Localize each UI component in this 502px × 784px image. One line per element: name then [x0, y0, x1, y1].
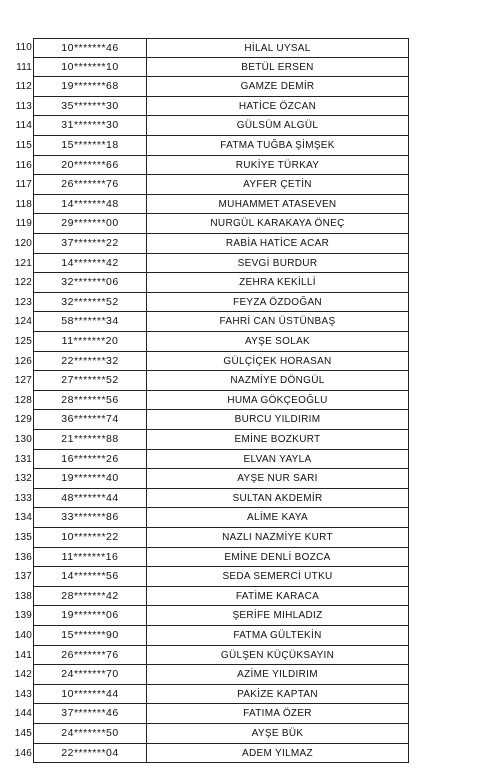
masked-id-cell: 32*******06: [33, 273, 146, 293]
row-number: 125: [14, 336, 32, 347]
table-row: [0, 528, 502, 548]
row-number: 145: [14, 728, 32, 739]
masked-id-cell: 27*******52: [33, 371, 146, 391]
full-name-cell: FEYZA ÖZDOĞAN: [146, 293, 409, 313]
table-row: [0, 38, 502, 58]
masked-id-cell: 19*******06: [33, 606, 146, 626]
table-row: [0, 508, 502, 528]
table-row: [0, 195, 502, 215]
row-number: 134: [14, 512, 32, 524]
masked-id-cell: 31*******30: [33, 116, 146, 136]
row-number: 132: [14, 473, 32, 485]
full-name-cell: EMİNE DENLİ BOZCA: [146, 548, 409, 568]
row-number: 120: [14, 238, 32, 249]
masked-id-cell: 15*******18: [33, 136, 146, 156]
full-name-cell: NURGÜL KARAKAYA ÖNEÇ: [146, 214, 409, 234]
masked-id-cell: 26*******76: [33, 646, 146, 666]
table-row: [0, 646, 502, 666]
full-name-cell: EMİNE BOZKURT: [146, 430, 409, 450]
table-row: [0, 704, 502, 724]
table-row: [0, 234, 502, 254]
table-row: [0, 136, 502, 156]
masked-id-cell: 33*******86: [33, 508, 146, 528]
full-name-cell: GÜLÇİÇEK HORASAN: [146, 352, 409, 372]
row-number: 140: [14, 630, 32, 641]
row-number: 124: [14, 316, 32, 328]
masked-id-cell: 28*******56: [33, 391, 146, 411]
row-number: 123: [14, 296, 32, 308]
full-name-cell: FATIMA ÖZER: [146, 704, 409, 724]
full-name-cell: AYŞE BÜK: [146, 724, 409, 744]
table-row: [0, 744, 502, 764]
table-row: [0, 587, 502, 607]
masked-id-cell: 24*******50: [33, 724, 146, 744]
full-name-cell: HİLAL UYSAL: [146, 38, 409, 58]
masked-id-cell: 58*******34: [33, 312, 146, 332]
full-name-cell: ELVAN YAYLA: [146, 450, 409, 470]
masked-id-cell: 11*******20: [33, 332, 146, 352]
table-row: [0, 273, 502, 293]
masked-id-cell: 22*******04: [33, 744, 146, 764]
table-row: [0, 410, 502, 430]
row-number: 131: [14, 453, 32, 465]
row-number: 118: [15, 198, 32, 210]
row-number: 115: [15, 140, 32, 151]
table-row: [0, 116, 502, 136]
row-number: 135: [14, 532, 32, 543]
row-number: 112: [15, 81, 32, 93]
masked-id-cell: 19*******68: [33, 77, 146, 97]
full-name-cell: RABİA HATİCE ACAR: [146, 234, 409, 254]
full-name-cell: AZİME YILDIRIM: [146, 665, 409, 685]
masked-id-cell: 26*******76: [33, 175, 146, 195]
full-name-cell: BURCU YILDIRIM: [146, 410, 409, 430]
full-name-cell: ADEM YILMAZ: [146, 744, 409, 764]
masked-id-cell: 14*******56: [33, 567, 146, 587]
row-number: 110: [15, 42, 32, 53]
row-number: 116: [15, 159, 32, 171]
table-row: [0, 626, 502, 646]
masked-id-cell: 14*******42: [33, 254, 146, 274]
masked-id-cell: 22*******32: [33, 352, 146, 372]
row-number: 137: [14, 571, 32, 583]
table-row: [0, 352, 502, 372]
full-name-cell: ALİME KAYA: [146, 508, 409, 528]
full-name-cell: SEDA SEMERCİ UTKU: [146, 567, 409, 587]
masked-id-cell: 10*******46: [33, 38, 146, 58]
full-name-cell: FATMA TUĞBA ŞİMŞEK: [146, 136, 409, 156]
masked-id-cell: 16*******26: [33, 450, 146, 470]
table-row: [0, 430, 502, 450]
masked-id-cell: 11*******16: [33, 548, 146, 568]
masked-id-cell: 28*******42: [33, 587, 146, 607]
full-name-cell: NAZLI NAZMİYE KURT: [146, 528, 409, 548]
row-number: 117: [15, 179, 32, 191]
table-row: [0, 156, 502, 176]
full-name-cell: GÜLŞEN KÜÇÜKSAYIN: [146, 646, 409, 666]
full-name-cell: AYŞE NUR SARI: [146, 469, 409, 489]
row-number: 122: [14, 277, 32, 289]
table-row: [0, 606, 502, 626]
full-name-cell: SEVGİ BURDUR: [146, 254, 409, 274]
table-row: [0, 685, 502, 705]
row-number: 141: [14, 649, 32, 661]
row-number: 146: [14, 747, 32, 759]
full-name-cell: BETÜL ERSEN: [146, 58, 409, 78]
table-row: [0, 391, 502, 411]
row-number: 113: [15, 100, 32, 112]
table-row: [0, 371, 502, 391]
full-name-cell: RUKİYE TÜRKAY: [146, 156, 409, 176]
row-number: 129: [14, 414, 32, 426]
row-number: 143: [14, 688, 32, 700]
full-name-cell: PAKİZE KAPTAN: [146, 685, 409, 705]
row-number: 130: [14, 434, 32, 445]
row-number: 139: [14, 610, 32, 622]
table-row: [0, 175, 502, 195]
row-number: 138: [14, 590, 32, 602]
full-name-cell: MUHAMMET ATASEVEN: [146, 195, 409, 215]
table-row: [0, 548, 502, 568]
row-number: 142: [14, 669, 32, 681]
masked-id-cell: 10*******22: [33, 528, 146, 548]
masked-id-cell: 37*******22: [33, 234, 146, 254]
row-number: 126: [14, 355, 32, 367]
masked-id-cell: 48*******44: [33, 489, 146, 509]
row-number: 114: [15, 120, 32, 132]
table-row: [0, 567, 502, 587]
table-row: [0, 77, 502, 97]
full-name-cell: ZEHRA KEKİLLİ: [146, 273, 409, 293]
row-number: 133: [14, 492, 32, 504]
masked-id-cell: 10*******10: [33, 58, 146, 78]
table-row: [0, 293, 502, 313]
masked-id-cell: 14*******48: [33, 195, 146, 215]
full-name-cell: FATİME KARACA: [146, 587, 409, 607]
masked-id-cell: 36*******74: [33, 410, 146, 430]
table-row: [0, 332, 502, 352]
masked-id-cell: 32*******52: [33, 293, 146, 313]
masked-id-cell: 37*******46: [33, 704, 146, 724]
full-name-cell: FATMA GÜLTEKİN: [146, 626, 409, 646]
masked-id-cell: 24*******70: [33, 665, 146, 685]
table-row: [0, 97, 502, 117]
masked-id-cell: 29*******00: [33, 214, 146, 234]
table-row: [0, 724, 502, 744]
full-name-cell: AYFER ÇETİN: [146, 175, 409, 195]
table-row: [0, 254, 502, 274]
masked-id-cell: 15*******90: [33, 626, 146, 646]
table-row: [0, 665, 502, 685]
masked-id-cell: 20*******66: [33, 156, 146, 176]
table-row: [0, 489, 502, 509]
table-row: [0, 469, 502, 489]
row-number: 127: [14, 375, 32, 387]
row-number: 128: [14, 394, 32, 406]
full-name-cell: AYŞE SOLAK: [146, 332, 409, 352]
row-number: 119: [15, 218, 32, 230]
row-number: 111: [16, 61, 32, 73]
full-name-cell: GAMZE DEMİR: [146, 77, 409, 97]
row-number: 121: [14, 257, 32, 269]
row-number: 144: [14, 708, 32, 720]
full-name-cell: FAHRİ CAN ÜSTÜNBAŞ: [146, 312, 409, 332]
row-number: 136: [14, 551, 32, 563]
full-name-cell: HUMA GÖKÇEOĞLU: [146, 391, 409, 411]
full-name-cell: GÜLSÜM ALGÜL: [146, 116, 409, 136]
masked-id-cell: 21*******88: [33, 430, 146, 450]
table-row: [0, 312, 502, 332]
full-name-cell: SULTAN AKDEMİR: [146, 489, 409, 509]
table-row: [0, 214, 502, 234]
masked-id-cell: 35*******30: [33, 97, 146, 117]
masked-id-cell: 19*******40: [33, 469, 146, 489]
full-name-cell: ŞERİFE MIHLADIZ: [146, 606, 409, 626]
table-row: [0, 450, 502, 470]
full-name-cell: HATİCE ÖZCAN: [146, 97, 409, 117]
full-name-cell: NAZMİYE DÖNGÜL: [146, 371, 409, 391]
table-row: [0, 58, 502, 78]
masked-id-cell: 10*******44: [33, 685, 146, 705]
